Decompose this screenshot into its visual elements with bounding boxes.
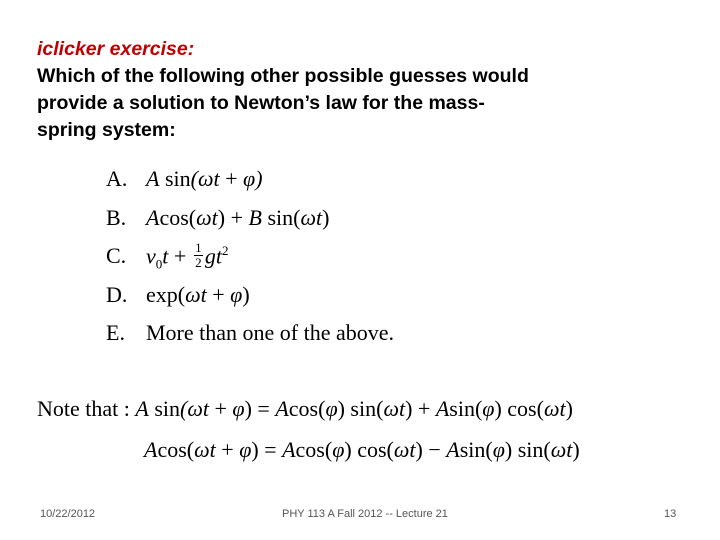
- math-symbol: A: [435, 396, 450, 421]
- math-symbol: φ: [492, 437, 505, 462]
- math-symbol: φ: [230, 281, 243, 307]
- footer-page-number: 13: [664, 508, 677, 520]
- math-text: ) +: [405, 396, 436, 421]
- math-text: ) =: [244, 396, 276, 421]
- option-expression: [146, 239, 229, 273]
- math-exponent: 2: [221, 243, 229, 258]
- math-symbol: ωt: [194, 437, 216, 462]
- math-text: +: [219, 166, 244, 191]
- math-text: ) =: [251, 437, 283, 462]
- math-text: sin: [159, 166, 191, 191]
- math-symbol: φ: [239, 437, 252, 462]
- math-symbol: φ: [243, 166, 256, 191]
- footer-date: 10/22/2012: [40, 508, 96, 520]
- math-text: ): [572, 437, 580, 462]
- exercise-label: iclicker exercise:: [37, 38, 195, 60]
- math-symbol: A: [446, 437, 460, 462]
- math-text: sin: [148, 396, 181, 421]
- math-text: ): [565, 396, 573, 421]
- math-text: cos(: [288, 396, 326, 421]
- option-letter: E.: [106, 320, 125, 345]
- math-text: ) sin(: [337, 396, 384, 421]
- math-text: sin(: [459, 437, 493, 462]
- option-e: [106, 320, 394, 359]
- note-line-1: [37, 396, 573, 422]
- math-symbol: ): [255, 166, 263, 191]
- math-symbol: ωt: [543, 396, 566, 421]
- math-symbol: ωt: [196, 204, 218, 230]
- math-text: cos(: [295, 437, 333, 462]
- math-text: ) +: [217, 204, 249, 230]
- option-expression: [146, 282, 250, 308]
- option-letter: A.: [106, 166, 128, 191]
- math-symbol: φ: [482, 396, 495, 421]
- math-symbol: g: [204, 243, 216, 269]
- fraction: [194, 239, 203, 270]
- math-symbol: A: [282, 437, 296, 462]
- answer-options: [106, 166, 394, 359]
- option-expression: [146, 166, 263, 192]
- fraction-denominator: 2: [195, 254, 202, 270]
- math-text: ): [322, 204, 330, 230]
- math-symbol: t: [215, 243, 222, 269]
- footer-course: PHY 113 A Fall 2012 -- Lecture 21: [282, 508, 448, 520]
- math-symbol: ωt: [187, 396, 209, 421]
- math-text: exp(: [146, 281, 186, 307]
- slide-heading: [37, 36, 697, 144]
- math-symbol: (: [190, 166, 198, 191]
- math-text: ): [242, 281, 250, 307]
- option-d: [106, 282, 394, 321]
- math-text: ) cos(: [494, 396, 544, 421]
- math-text: +: [168, 243, 192, 269]
- math-text: +: [206, 281, 231, 307]
- math-text: ) sin(: [504, 437, 551, 462]
- math-text: sin(: [261, 204, 301, 230]
- math-text: sin(: [449, 396, 483, 421]
- option-a: [106, 166, 394, 205]
- math-symbol: ωt: [550, 437, 573, 462]
- math-symbol: A: [146, 204, 160, 230]
- option-text: More than one of the above.: [146, 320, 395, 345]
- math-symbol: ωt: [300, 204, 323, 230]
- math-symbol: ωt: [185, 281, 207, 307]
- math-text: ) cos(: [344, 437, 394, 462]
- math-symbol: A: [275, 396, 289, 421]
- note-label: Note that :: [37, 396, 136, 421]
- question-line-2: provide a solution to Newton’s law for the mass-: [37, 92, 485, 114]
- math-text: +: [209, 396, 233, 421]
- math-text: ) −: [415, 437, 447, 462]
- question-line-3: spring system:: [37, 119, 176, 141]
- math-symbol: A: [146, 166, 160, 191]
- math-symbol: φ: [232, 396, 245, 421]
- option-letter: D.: [106, 281, 128, 307]
- math-symbol: φ: [332, 437, 345, 462]
- math-symbol: ωt: [393, 437, 416, 462]
- math-symbol: t: [162, 243, 169, 269]
- math-symbol: A: [144, 437, 158, 462]
- option-c: [106, 239, 394, 282]
- math-symbol: φ: [325, 396, 338, 421]
- option-b: [106, 205, 394, 244]
- math-symbol: (: [180, 396, 188, 421]
- math-symbol: v: [146, 243, 156, 269]
- fraction-numerator: 1: [195, 239, 202, 255]
- math-symbol: ωt: [197, 166, 220, 191]
- math-subscript: 0: [155, 256, 163, 272]
- option-letter: B.: [106, 204, 127, 230]
- math-text: cos(: [157, 437, 195, 462]
- question-line-1: Which of the following other possible guesses would: [37, 65, 529, 87]
- math-symbol: B: [248, 204, 262, 230]
- note-line-2: [144, 437, 580, 463]
- math-text: +: [215, 437, 240, 462]
- option-letter: C.: [106, 243, 127, 268]
- math-text: cos(: [159, 204, 197, 230]
- math-symbol: ωt: [383, 396, 406, 421]
- option-expression: [146, 205, 329, 231]
- math-symbol: A: [135, 396, 149, 421]
